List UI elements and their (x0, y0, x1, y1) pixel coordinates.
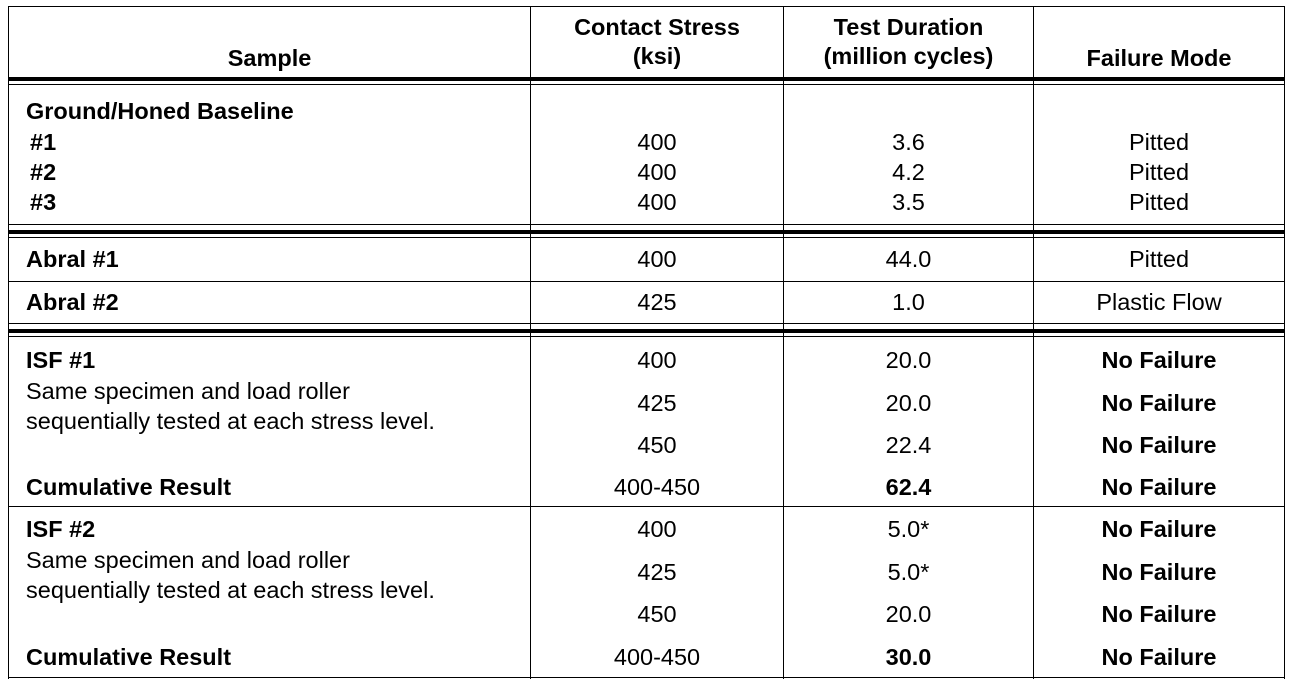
section-rule (8, 230, 1285, 234)
sample-label: #3 (30, 189, 57, 215)
header-rule (8, 77, 1285, 81)
table-border-left (8, 6, 9, 679)
sample-label: Abral #2 (26, 289, 119, 315)
duration-value: 5.0* (887, 559, 930, 585)
duration-value: 20.0 (885, 601, 932, 627)
section-rule-thin (8, 237, 1285, 238)
stress-value: 400 (637, 189, 677, 215)
sample-label: ISF #1 (26, 347, 96, 373)
stress-value: 400 (637, 129, 677, 155)
duration-value: 20.0 (885, 347, 932, 373)
stress-value: 425 (637, 289, 677, 315)
cumulative-label: Cumulative Result (26, 644, 232, 670)
duration-value: 3.6 (892, 129, 925, 155)
failure-mode-value: Pitted (1128, 246, 1190, 272)
duration-value: 22.4 (885, 432, 932, 458)
failure-mode-value: No Failure (1101, 390, 1217, 416)
cumulative-failure-mode: No Failure (1101, 474, 1217, 500)
failure-mode-value: Pitted (1128, 159, 1190, 185)
duration-value: 3.5 (892, 189, 925, 215)
stress-value: 450 (637, 432, 677, 458)
sample-label: ISF #2 (26, 516, 96, 542)
stress-value: 400 (637, 159, 677, 185)
failure-mode-value: Pitted (1128, 129, 1190, 155)
cumulative-stress: 400-450 (613, 474, 701, 500)
sample-note: Same specimen and load roller (26, 547, 350, 573)
header-rule-thin (8, 84, 1285, 85)
failure-mode-value: No Failure (1101, 559, 1217, 585)
cumulative-duration: 30.0 (885, 644, 932, 670)
duration-value: 1.0 (892, 289, 925, 315)
failure-mode-value: Plastic Flow (1096, 289, 1222, 315)
stress-value: 400 (637, 516, 677, 542)
cumulative-stress: 400-450 (613, 644, 701, 670)
cumulative-failure-mode: No Failure (1101, 644, 1217, 670)
failure-mode-value: No Failure (1101, 601, 1217, 627)
sample-label: #2 (30, 159, 57, 185)
table-border-top (8, 6, 1285, 7)
duration-value: 5.0* (887, 516, 930, 542)
section-rule-thin (8, 323, 1285, 324)
failure-mode-value: No Failure (1101, 432, 1217, 458)
header-sample: Sample (227, 45, 312, 71)
failure-mode-value: No Failure (1101, 347, 1217, 373)
sample-note: sequentially tested at each stress level. (26, 408, 435, 434)
section-rule-thin (8, 224, 1285, 225)
section-rule-thin (8, 336, 1285, 337)
table-border-right (1284, 6, 1285, 679)
cumulative-duration: 62.4 (885, 474, 932, 500)
row-rule (8, 281, 1285, 282)
header-test-duration-unit: (million cycles) (823, 43, 994, 69)
header-failure-mode: Failure Mode (1086, 45, 1232, 71)
stress-value: 400 (637, 347, 677, 373)
section-rule (8, 329, 1285, 333)
header-test-duration: Test Duration (833, 14, 984, 40)
stress-value: 425 (637, 559, 677, 585)
duration-value: 4.2 (892, 159, 925, 185)
failure-mode-value: Pitted (1128, 189, 1190, 215)
sample-note: Same specimen and load roller (26, 378, 350, 404)
header-contact-stress: Contact Stress (574, 14, 740, 40)
duration-value: 20.0 (885, 390, 932, 416)
stress-value: 450 (637, 601, 677, 627)
sample-note: sequentially tested at each stress level. (26, 577, 435, 603)
row-rule (8, 506, 1285, 507)
sample-label: Abral #1 (26, 246, 119, 272)
table-border-bottom (8, 677, 1285, 678)
failure-mode-value: No Failure (1101, 516, 1217, 542)
section-title-baseline: Ground/Honed Baseline (26, 98, 294, 124)
stress-value: 400 (637, 246, 677, 272)
stress-value: 425 (637, 390, 677, 416)
sample-label: #1 (30, 129, 57, 155)
duration-value: 44.0 (885, 246, 932, 272)
cumulative-label: Cumulative Result (26, 474, 232, 500)
header-contact-stress-unit: (ksi) (632, 43, 682, 69)
